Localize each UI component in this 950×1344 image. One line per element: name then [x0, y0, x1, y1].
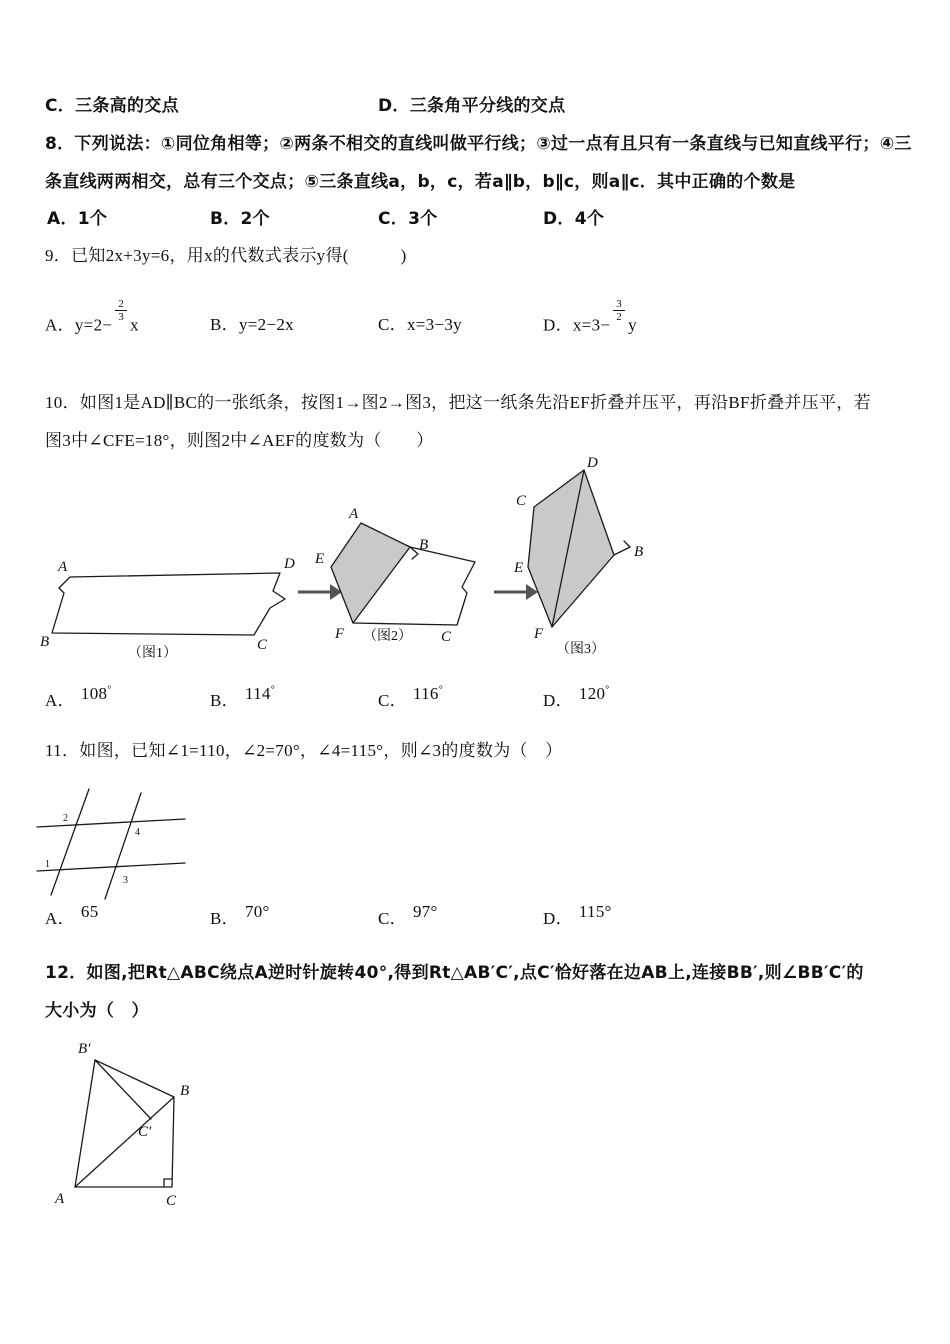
fig2-label-e: E: [315, 551, 325, 567]
fig1-caption: （图1）: [128, 646, 177, 661]
q9-option-a: [45, 298, 139, 339]
segment-a-bprime: [75, 1060, 95, 1187]
q9-option-c: C．x=3−3y: [378, 315, 462, 334]
q9-option-d-prefix: D．x=3−: [543, 315, 611, 335]
q11-option-a: A． 65: [45, 902, 99, 928]
q8-option-b: B．2个: [210, 209, 270, 229]
q10-option-b: B． 114°: [210, 684, 276, 710]
right-angle-marker: [164, 1179, 172, 1187]
q8-option-d: D．4个: [543, 209, 605, 229]
double-folded-flap: [528, 470, 614, 627]
fig3-caption: （图3）: [556, 642, 605, 657]
figure-q12-rotated-triangle: [50, 1035, 286, 1217]
fig1-label-c: C: [257, 637, 268, 653]
q10-option-c: C． 116°: [378, 684, 444, 710]
fig12-label-cprime: C′: [138, 1124, 152, 1140]
angle-2-label: 2: [63, 813, 68, 824]
transversal-1: [51, 789, 89, 895]
q11-stem: 11．如图，已知∠1=110，∠2=70°，∠4=115°，则∠3的度数为（ ）: [45, 741, 563, 760]
q8-option-c: C．3个: [378, 209, 438, 229]
q11-option-c: C． 97°: [378, 902, 438, 928]
q8-stem-line2: 条直线两两相交，总有三个交点；⑤三条直线a，b，c，若a∥b，b∥c，则a∥c．其中正确的个数是: [45, 172, 796, 192]
fig2-caption: （图2）: [363, 629, 412, 644]
fig3-label-f: F: [534, 626, 544, 642]
fig12-label-a: A: [55, 1191, 65, 1207]
folded-flap: [331, 523, 410, 623]
q11-option-b: B． 70°: [210, 902, 270, 928]
q12-stem-line1: 12．如图,把Rt△ABC绕点A逆时针旋转40°,得到Rt△AB′C′,点C′恰好落在边AB上,连接BB′,则∠BB′C′的: [45, 963, 864, 983]
q10-option-a: A． 108°: [45, 684, 112, 710]
line-horizontal-1: [37, 819, 185, 827]
q8-option-a: A．1个: [47, 209, 108, 229]
fig1-label-b: B: [40, 634, 50, 650]
q10-stem-line2: 图3中∠CFE=18°，则图2中∠AEF的度数为（ ）: [45, 431, 434, 450]
angle-1-label: 1: [45, 859, 50, 870]
fig2-label-f: F: [335, 626, 345, 642]
q12-stem-line2: 大小为（ ）: [45, 1001, 149, 1021]
q7-option-c: C．三条高的交点: [45, 96, 179, 116]
fig12-label-bprime: B′: [78, 1041, 91, 1057]
q11-option-d: D． 115°: [543, 902, 612, 928]
q9-option-a-prefix: A．y=2−: [45, 315, 113, 335]
fig2-label-b: B: [419, 537, 429, 553]
fig2-label-c: C: [441, 629, 452, 645]
q9-stem: 9．已知2x+3y=6，用x的代数式表示y得( ): [45, 246, 407, 265]
segment-bprime-cprime: [95, 1060, 151, 1119]
fig1-label-a: A: [58, 559, 68, 575]
angle-4-label: 4: [135, 827, 140, 838]
q9-option-d-suffix: y: [628, 315, 637, 335]
fraction-two-thirds: $\frac{2}{3}$: [115, 298, 127, 323]
q10-stem-line1: 10．如图1是AD∥BC的一张纸条，按图1→图2→图3，把这一纸条先沿EF折叠并压平，再沿BF折叠并压平，若: [45, 393, 871, 412]
q9-option-a-suffix: x: [130, 315, 139, 335]
paper-strip-outline: [52, 573, 285, 635]
fraction-three-halves: $\frac{3}{2}$: [613, 298, 625, 323]
fig12-label-c: C: [166, 1193, 177, 1209]
figure-3-second-fold: [514, 455, 652, 667]
fig2-label-a: A: [349, 506, 359, 522]
fig3-label-b: B: [634, 544, 644, 560]
angle-3-label: 3: [123, 875, 128, 886]
q7-option-d: D．三条角平分线的交点: [378, 96, 566, 116]
figure-1-paper-strip: [40, 545, 302, 663]
figure-q11-angles: [35, 783, 191, 903]
line-horizontal-2: [37, 863, 185, 871]
q8-stem-line1: 8．下列说法：①同位角相等；②两条不相交的直线叫做平行线；③过一点有且只有一条直线与已知直线平行；④三: [45, 134, 912, 154]
fig3-label-e: E: [514, 560, 524, 576]
fig1-label-d: D: [284, 556, 295, 572]
q9-option-b: B．y=2−2x: [210, 315, 294, 334]
figure-2-first-fold: [315, 505, 497, 657]
q10-option-d: D． 120°: [543, 684, 610, 710]
fig3-label-d: D: [587, 455, 598, 471]
fig12-label-b: B: [180, 1083, 190, 1099]
strip-end: [614, 541, 630, 555]
triangle-abc: [75, 1097, 174, 1187]
fig3-label-c: C: [516, 493, 527, 509]
segment-bprime-b: [95, 1060, 174, 1097]
q9-option-d: [543, 298, 637, 339]
